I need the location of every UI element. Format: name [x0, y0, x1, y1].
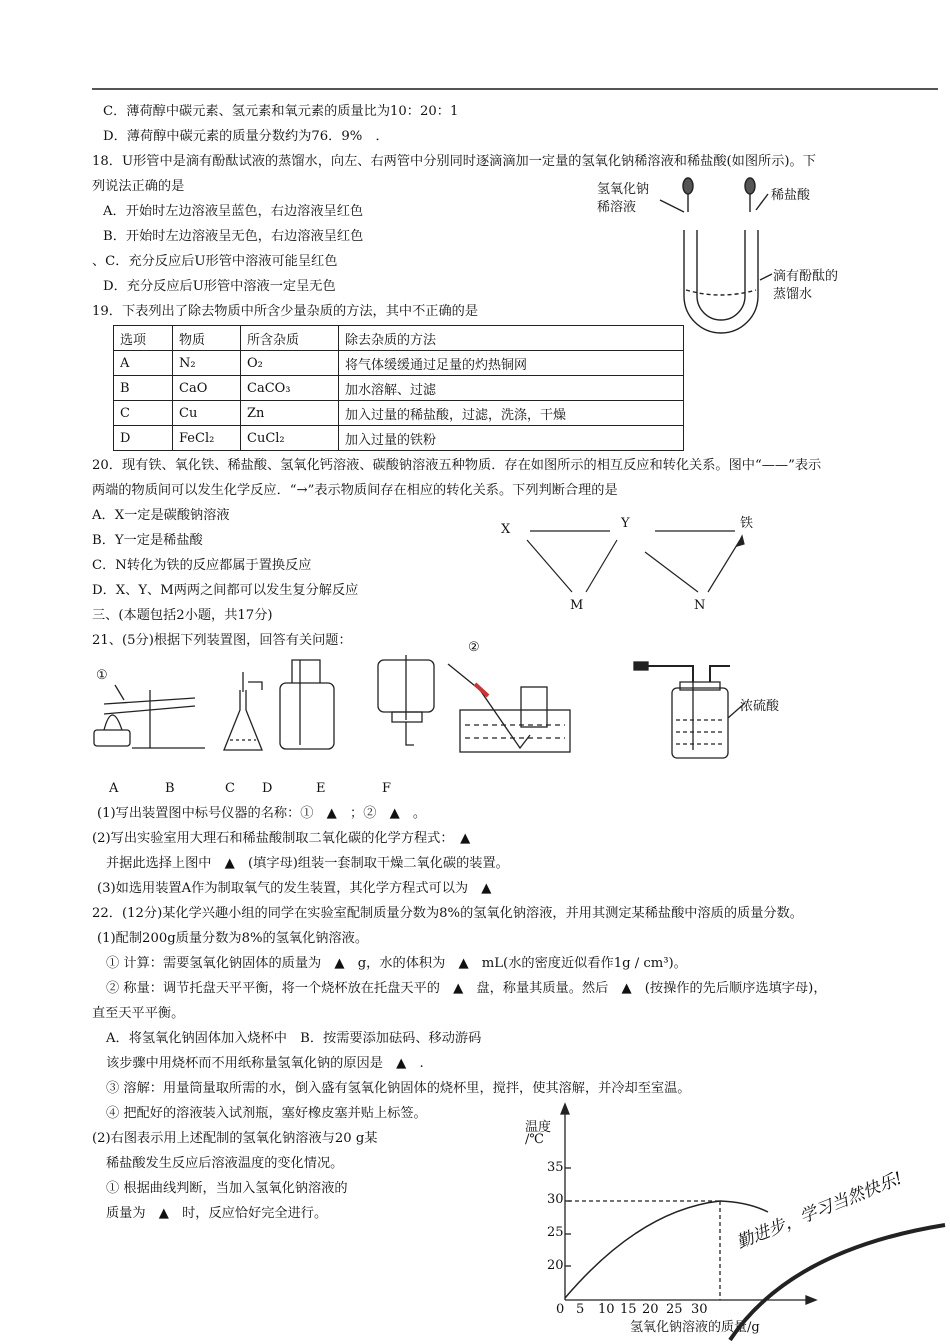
q22-part1: (1)配制200g质量分数为8%的氢氧化钠溶液。 [97, 931, 369, 946]
table-header-cell: 所含杂质 [241, 326, 339, 351]
conc-acid-label: 浓硫酸 [740, 699, 780, 714]
stopper [392, 712, 422, 722]
slogan-text: 勤进步，学习当然快乐! [733, 1168, 906, 1254]
table-cell: CaCO₃ [241, 376, 339, 401]
table-cell: A [114, 351, 173, 376]
y-n-link [645, 552, 698, 592]
right-dropper-bulb [745, 178, 755, 194]
apparatus-d [378, 655, 434, 745]
u-tube-outer [684, 230, 758, 333]
bottle-tube [292, 660, 320, 683]
alcohol-lamp [94, 730, 130, 746]
node-fe: 铁 [740, 516, 754, 531]
n-fe-arrow [708, 540, 740, 592]
q17-option-d: D．薄荷醇中碳元素的质量分数约为76．9% ． [103, 129, 389, 144]
water-pointer [760, 274, 772, 280]
left-dropper-bulb [683, 178, 693, 194]
apparatus-label-a: A [109, 781, 119, 796]
q20-option-c: C．N转化为铁的反应都属于置换反应 [92, 558, 312, 573]
q18-option-d: D．充分反应后U形管中溶液一定呈无色 [103, 279, 336, 294]
apparatus-label-f: F [382, 781, 392, 796]
q19-stem: 19．下表列出了除去物质中所含少量杂质的方法，其中不正确的是 [92, 304, 479, 319]
y-m-link [586, 540, 617, 592]
q22-part2: (2)右图表示用上述配制的氢氧化钠溶液与20 g某 [92, 1131, 378, 1146]
trough-water [465, 725, 565, 738]
q20-stem-cont: 两端的物质间可以发生化学反应．“→”表示物质间存在相应的转化关系。下列判断合理的是 [92, 483, 618, 498]
q21-part2: (2)写出实验室用大理石和稀盐酸制取二氧化碳的化学方程式： ▲ [92, 831, 484, 846]
q20-stem: 20．现有铁、氧化铁、稀盐酸、氢氧化钙溶液、碳酸钠溶液五种物质．存在如图所示的相互反应和转化关系。图中“——”表示 [92, 458, 822, 473]
relation-diagram [527, 531, 744, 592]
q21-part1: (1)写出装置图中标号仪器的名称：① ▲ ；② ▲ 。 [97, 806, 427, 821]
q18-stem-cont: 列说法正确的是 [92, 179, 185, 194]
gas-bottle [280, 683, 334, 749]
pointer-1 [115, 685, 124, 700]
xtick: 10 [598, 1302, 615, 1317]
q20-option-d: D．X、Y、M两两之间都可以发生复分解反应 [92, 583, 359, 598]
section-heading: 三、(本题包括2小题，共17分) [92, 608, 273, 623]
mark-1: ① [96, 668, 108, 683]
q17-option-c: C．薄荷醇中碳元素、氢元素和氧元素的质量比为10：20：1 [103, 104, 459, 119]
mark-2: ② [468, 640, 480, 655]
x-m-link [527, 540, 572, 592]
q22-step3: ③ 溶解：用量筒量取所需的水，倒入盛有氢氧化钠固体的烧杯里，搅拌，使其溶解，并冷却至室温。 [106, 1081, 691, 1096]
collecting-bottle [521, 687, 547, 727]
apparatus-label-c: C [225, 781, 235, 796]
right-pointer [756, 194, 768, 210]
q22-part2-q1-cont: 质量为 ▲ 时，反应恰好完全进行。 [106, 1206, 328, 1221]
y-arrow [561, 1104, 569, 1114]
bent-tube [406, 722, 414, 745]
apparatus-b [224, 672, 262, 750]
graph-yunit: /℃ [525, 1132, 544, 1147]
apparatus-label-e: E [316, 781, 326, 796]
inlet-tube [645, 666, 693, 682]
q22-step2-options: A．将氢氧化钠固体加入烧杯中 B．按需要添加砝码、移动游码 [106, 1031, 482, 1046]
apparatus-label-d: D [262, 781, 273, 796]
ytick: 20 [547, 1258, 564, 1273]
node-m: M [570, 598, 584, 613]
rubber-joint [475, 684, 488, 696]
q22-step2: ② 称量：调节托盘天平平衡，将一个烧杯放在托盘天平的 ▲ 盘，称量其质量。然后 ▲ (按操作的先后顺序选填字母)， [106, 981, 827, 996]
node-x: X [501, 522, 511, 537]
q18-option-c: 、C．充分反应后U形管中溶液可能呈红色 [92, 254, 338, 269]
table-cell: 加入过量的稀盐酸，过滤，洗涤，干燥 [339, 401, 684, 426]
q18-option-a: A．开始时左边溶液呈蓝色，右边溶液呈红色 [103, 204, 364, 219]
table-cell: 加入过量的铁粉 [339, 426, 684, 451]
q22-part2-cont: 稀盐酸发生反应后溶液温度的变化情况。 [106, 1156, 344, 1171]
q18-option-b: B．开始时左边溶液呈无色，右边溶液呈红色 [103, 229, 364, 244]
table-cell: C [114, 401, 173, 426]
xtick: 25 [666, 1302, 683, 1317]
outlet [710, 666, 730, 682]
table-cell: FeCl₂ [173, 426, 241, 451]
apparatus-f [634, 662, 745, 758]
left-pointer [660, 200, 684, 212]
table-cell: 加水溶解、过滤 [339, 376, 684, 401]
acid-pointer [728, 703, 745, 718]
temperature-curve [565, 1201, 768, 1298]
table-cell: CuCl₂ [241, 426, 339, 451]
x-arrow [806, 1296, 816, 1304]
inlet-cap [634, 662, 648, 670]
graph-xlabel: 氢氧化钠溶液的质量/g [630, 1320, 760, 1335]
q21-part3: (3)如选用装置A作为制取氧气的发生装置，其化学方程式可以为 ▲ [97, 881, 505, 896]
temperature-graph [561, 1104, 945, 1340]
apparatus-label-b: B [165, 781, 175, 796]
outlet-tube [248, 682, 262, 690]
water-trough [460, 710, 570, 752]
table-header-cell: 选项 [114, 326, 173, 351]
q22-step1: ① 计算：需要氢氧化钠固体的质量为 ▲ g，水的体积为 ▲ mL(水的密度近似看作1g / cm³)。 [106, 956, 687, 971]
table-cell: CaO [173, 376, 241, 401]
q22-stem: 22．(12分)某化学兴趣小组的同学在实验室配制质量分数为8%的氢氧化钠溶液，并用其测定某稀盐酸中溶质的质量分数。 [92, 906, 803, 921]
naoh-label: 氢氧化钠 [597, 182, 650, 197]
q18-stem: 18．U形管中是滴有酚酞试液的蒸馏水，向左、右两管中分别同时逐滴滴加一定量的氢氧化钠稀溶液和稀盐酸(如图所示)。下 [92, 154, 816, 169]
ytick: 30 [547, 1192, 564, 1207]
flame [104, 715, 122, 730]
graph-ylabel: 温度 [525, 1120, 552, 1135]
arrow-head [737, 536, 744, 546]
conical-flask [224, 690, 262, 750]
q20-option-a: A．X一定是碳酸钠溶液 [92, 508, 230, 523]
wash-stopper [680, 682, 720, 690]
table-cell: Cu [173, 401, 241, 426]
hcl-label: 稀盐酸 [771, 188, 811, 203]
ytick: 25 [547, 1225, 564, 1240]
q21-stem: 21、(5分)根据下列装置图，回答有关问题： [92, 633, 352, 648]
apparatus-a [94, 685, 205, 748]
xtick: 5 [576, 1302, 585, 1317]
naoh-label-2: 稀溶液 [597, 200, 637, 215]
apparatus-c [280, 660, 334, 749]
xtick: 0 [556, 1302, 565, 1317]
phenol-water-label-2: 蒸馏水 [773, 287, 813, 302]
acid-liquid [676, 720, 724, 744]
xtick: 20 [642, 1302, 659, 1317]
ytick: 35 [547, 1160, 564, 1175]
u-tube-figure [660, 178, 772, 333]
table-header-cell: 物质 [173, 326, 241, 351]
wash-bottle [672, 688, 728, 758]
q22-step4: ④ 把配好的溶液装入试剂瓶，塞好橡皮塞并贴上标签。 [106, 1106, 427, 1121]
phenol-water-label: 滴有酚酞的 [773, 269, 839, 284]
table-cell: O₂ [241, 351, 339, 376]
q20-option-b: B．Y一定是稀盐酸 [92, 533, 203, 548]
table-cell: B [114, 376, 173, 401]
xtick: 30 [691, 1302, 708, 1317]
decorative-swoosh [730, 1225, 945, 1340]
q21-part2-cont: 并据此选择上图中 ▲ (填字母)组装一套制取干燥二氧化碳的装置。 [106, 856, 509, 871]
q22-part2-q1: ① 根据曲线判断，当加入氢氧化钠溶液的 [106, 1181, 348, 1196]
apparatus-e [448, 664, 570, 752]
q22-step2-cont: 直至天平平衡。 [92, 1006, 185, 1021]
node-n: N [694, 598, 706, 613]
q22-step2-reason: 该步骤中用烧杯而不用纸称量氢氧化钠的原因是 ▲ . [106, 1056, 424, 1071]
table-cell: N₂ [173, 351, 241, 376]
table-cell: Zn [241, 401, 339, 426]
table-cell: 将气体缓缓通过足量的灼热铜网 [339, 351, 684, 376]
table-header-cell: 除去杂质的方法 [339, 326, 684, 351]
u-tube-inner [697, 230, 745, 320]
node-y: Y [621, 516, 630, 531]
table-cell: D [114, 426, 173, 451]
xtick: 15 [620, 1302, 637, 1317]
